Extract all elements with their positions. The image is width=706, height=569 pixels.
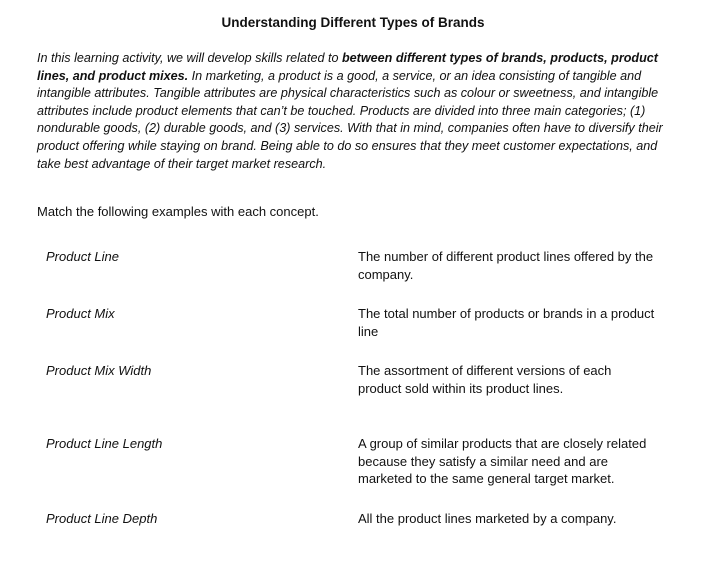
definition-1: The number of different product lines offered by the company. (358, 249, 654, 282)
match-instruction: Match the following examples with each concept. (37, 204, 319, 219)
term-product-mix-width: Product Mix Width (46, 363, 152, 378)
term-product-mix: Product Mix (46, 306, 115, 321)
intro-text-part2: In marketing, a product is a good, a service, or an idea consisting of tangible and intangible attributes. Tangible attributes are physical characteristics such as colour or sweetness, and intangible attributes include product elements that can’t be touched. Products are divided into three main categories; (1) nondurable goods, (2) durable goods, and (3) services. With that in mind, companies often have to diversify their product offering while staying on brand. Being able to do so ensures that they meet customer expectations, and take best advantage of their target market research. (37, 68, 663, 171)
term-product-line: Product Line (46, 249, 119, 264)
definition-3: The assortment of different versions of each product sold within its product lines. (358, 363, 612, 396)
document-title: Understanding Different Types of Brands (221, 15, 485, 30)
intro-text-part1: In this learning activity, we will develop skills related to (37, 51, 342, 65)
definition-2: The total number of products or brands in a product line (358, 306, 655, 339)
definition-5: All the product lines marketed by a company. (358, 511, 617, 526)
term-product-line-depth: Product Line Depth (46, 511, 158, 526)
intro-text-bold: between different types of brands, products, product lines, and product mixes. (37, 51, 658, 83)
definition-4: A group of similar products that are closely related because they satisfy a similar need and are marketed to the same general target market. (358, 436, 647, 486)
intro-paragraph (37, 50, 669, 173)
term-product-line-length: Product Line Length (46, 436, 163, 451)
